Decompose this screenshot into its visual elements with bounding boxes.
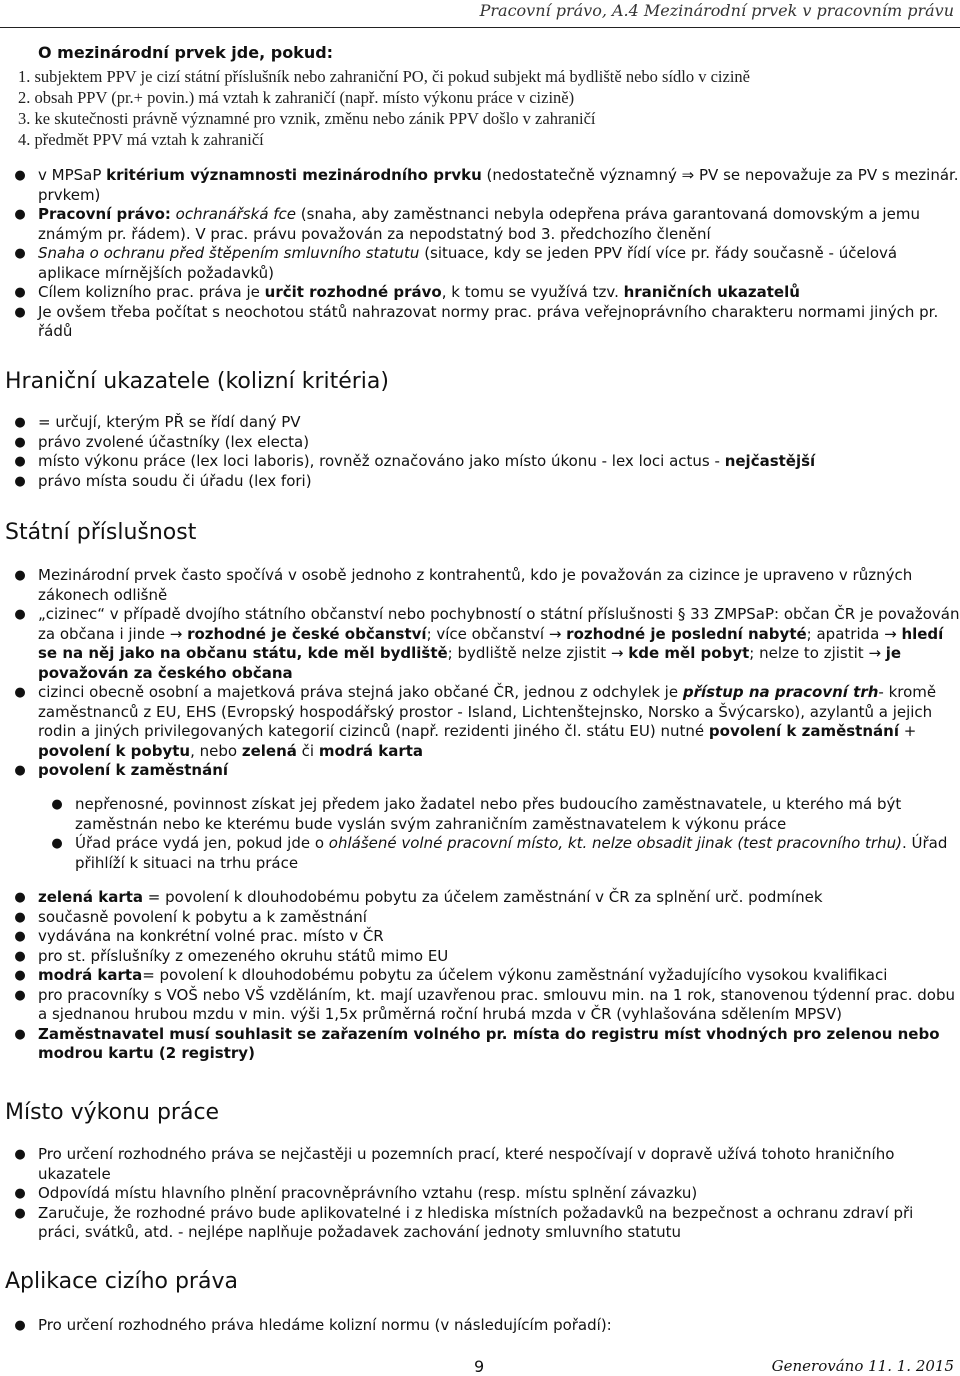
bullet-icon: ● xyxy=(14,415,26,430)
intro-item: 4. předmět PPV má vztah k zahraničí xyxy=(18,130,264,149)
list-item: ● Cílem kolizního prac. práva je určit rozhodné právo, k tomu se využívá tzv. hraničních ukazatelů xyxy=(0,283,960,303)
list-item: ● cizinci obecně osobní a majetková práva stejná jako občané ČR, jednou z odchylek je přístup na pracovní trh- kromě zaměstnanců z EU, EHS (Evropský hospodářský prostor - Island, Lichtenštejnsko, Norsko a Švýcarsko), azylantů a jejich rodin a jiných privilegovaných kategorií cizinců (např. rezidenti jiného čl. státu EU) nutné povolení k zaměstnání + povolení k pobytu, nebo zelená či modrá karta xyxy=(0,683,960,761)
bullet-icon: ● xyxy=(14,1205,26,1221)
hranicni-list xyxy=(0,413,960,491)
list-item: ● vydávána na konkrétní volné prac. místo v ČR xyxy=(0,927,960,947)
page-number: 9 xyxy=(474,1357,485,1376)
list-item: ● právo zvolené účastníky (lex electa) xyxy=(0,433,960,453)
bullet-icon: ● xyxy=(14,1318,26,1333)
bullet-icon: ● xyxy=(14,929,26,944)
list-item: ● v MPSaP kritérium významnosti mezinárodního prvku (nedostatečně významný ⇒ PV se nepovažuje za PV s mezinár. prvkem) xyxy=(0,166,960,205)
bullet-icon: ● xyxy=(14,948,26,964)
bullet-icon: ● xyxy=(14,968,26,983)
aplikace-list xyxy=(0,1316,960,1336)
karty-list xyxy=(0,888,960,1064)
intro-list xyxy=(18,66,958,150)
bullet-icon: ● xyxy=(14,1147,26,1162)
bullet-icon: ● xyxy=(14,987,26,1003)
list-item: ● zelená karta = povolení k dlouhodobému pobytu za účelem zaměstnání v ČR za splnění urč. podmínek xyxy=(0,888,960,908)
bullet-icon: ● xyxy=(14,246,26,261)
bullet-icon: ● xyxy=(14,285,26,300)
bullet-icon: ● xyxy=(14,1186,26,1201)
list-item: ● Pro určení rozhodného práva se nejčastěji u pozemních prací, které nespočívají v dopravě užívá tohoto hraničního ukazatele xyxy=(0,1145,960,1184)
list-item: ● Zaručuje, že rozhodné právo bude aplikovatelné i z hlediska místních požadavků na bezpečnost a ochranu zdraví při práci, svátků, atd. - nejlépe naplňuje požadavek zachování jednoty smluvního statutu xyxy=(0,1204,960,1243)
bullet-icon: ● xyxy=(14,473,26,489)
list-item: ● Úřad práce vydá jen, pokud jde o ohlášené volné pracovní místo, kt. nelze obsadit jinak (test pracovního trhu). Úřad přihlíží k situaci na trhu práce xyxy=(0,834,960,873)
list-item: ● povolení k zaměstnání xyxy=(0,761,960,781)
list-item: ● současně povolení k pobytu a k zaměstnání xyxy=(0,908,960,928)
intro-item: 1. subjektem PPV je cizí státní příslušník nebo zahraniční PO, či pokud subjekt má bydliště nebo sídlo v cizině xyxy=(18,67,751,86)
section-heading: Aplikace cizího práva xyxy=(5,1269,238,1294)
list-item: ● pro st. příslušníky z omezeného okruhu států mimo EU xyxy=(0,947,960,967)
list-item: ● Pro určení rozhodného práva hledáme kolizní normu (v následujícím pořadí): xyxy=(0,1316,960,1336)
list-item: ● Pracovní právo: ochranářská fce (snaha, aby zaměstnanci nebyla odepřena práva garantovaná domovským a jemu známým pr. řádem). V prac. právu považován za nepodstatný bod 3. předchozího členění xyxy=(0,205,960,244)
list-item: ● místo výkonu práce (lex loci laboris), rovněž označováno jako místo úkonu - lex loci actus - nejčastější xyxy=(0,452,960,472)
bullet-icon: ● xyxy=(14,1026,26,1042)
bullet-icon: ● xyxy=(51,836,63,851)
bullet-icon: ● xyxy=(14,168,26,183)
bullet-icon: ● xyxy=(14,568,26,583)
intro-item: 2. obsah PPV (pr.+ povin.) má vztah k zahraničí (např. místo výkonu práce v cizině) xyxy=(18,88,575,107)
intro-title: O mezinárodní prvek jde, pokud: xyxy=(38,43,334,62)
list-item: ● Snaha o ochranu před štěpením smluvního statutu (situace, kdy se jeden PPV řídí více pr. řády současně - účelová aplikace mírnějších požadavků) xyxy=(0,244,960,283)
list-item: ● Zaměstnavatel musí souhlasit se zařazením volného pr. místa do registru míst vhodných pro zelenou nebo modrou kartu (2 registry) xyxy=(0,1025,960,1064)
misto-list xyxy=(0,1145,960,1243)
running-header: Pracovní právo, A.4 Mezinárodní prvek v pracovním právu xyxy=(479,1,954,20)
bullet-icon: ● xyxy=(14,607,26,622)
bullet-icon: ● xyxy=(14,909,26,925)
list-item: ● Je ovšem třeba počítat s neochotou států nahrazovat normy prac. práva veřejnoprávního charakteru normami jiných pr. řádů xyxy=(0,303,960,342)
povoleni-sublist xyxy=(0,795,960,873)
intro-bullets xyxy=(0,166,960,342)
bullet-icon: ● xyxy=(14,890,26,905)
list-item: ● modrá karta= povolení k dlouhodobému pobytu za účelem výkonu zaměstnání vyžadujícího vysokou kvalifikaci xyxy=(0,966,960,986)
bullet-icon: ● xyxy=(14,763,26,778)
generated-date: Generováno 11. 1. 2015 xyxy=(771,1357,954,1375)
list-item: ● Odpovídá místu hlavního plnění pracovněprávního vztahu (resp. místu splnění závazku) xyxy=(0,1184,960,1204)
bullet-icon: ● xyxy=(14,685,26,700)
list-item: ● právo místa soudu či úřadu (lex fori) xyxy=(0,472,960,492)
bullet-icon: ● xyxy=(14,304,26,320)
list-item: ● pro pracovníky s VOŠ nebo VŠ vzděláním, kt. mají uzavřenou prac. smlouvu min. na 1 rok, stanovenou týdenní prac. dobu a sjednanou hrubou mzdu v min. výši 1,5x průměrná roční hrubá mzda v ČR (vyhlašována sdělením MPSV) xyxy=(0,986,960,1025)
list-item: ● nepřenosné, povinnost získat jej předem jako žadatel nebo přes budoucího zaměstnavatele, u kterého má být zaměstnán nebo ke kterému bude vyslán svým zahraničním zaměstnavatelem k výkonu práce xyxy=(0,795,960,834)
statni-list xyxy=(0,566,960,781)
list-item: ● = určují, kterým PŘ se řídí daný PV xyxy=(0,413,960,433)
section-heading: Místo výkonu práce xyxy=(5,1100,220,1125)
section-heading: Hraniční ukazatele (kolizní kritéria) xyxy=(5,369,389,394)
list-item: ● Mezinárodní prvek často spočívá v osobě jednoho z kontrahentů, kdo je považován za cizince je upraveno v různých zákonech odlišně xyxy=(0,566,960,605)
section-heading: Státní příslušnost xyxy=(5,520,197,545)
bullet-icon: ● xyxy=(14,434,26,450)
bullet-icon: ● xyxy=(14,207,26,222)
list-item: ● „cizinec“ v případě dvojího státního občanství nebo pochybností o státní příslušnosti § 33 ZMPSaP: občan ČR je považován za občana i jinde → rozhodné je české občanství; více občanství → rozhodné je poslední nabyté; apatrida → hledí se na něj jako na občanu státu, kde měl bydliště; bydliště nelze zjistit → kde měl pobyt; nelze to zjistit → je považován za českého občana xyxy=(0,605,960,683)
bullet-icon: ● xyxy=(14,454,26,469)
header-rule xyxy=(0,27,960,28)
bullet-icon: ● xyxy=(51,797,63,812)
intro-item: 3. ke skutečnosti právně významné pro vznik, změnu nebo zánik PPV došlo v zahraničí xyxy=(18,109,596,128)
